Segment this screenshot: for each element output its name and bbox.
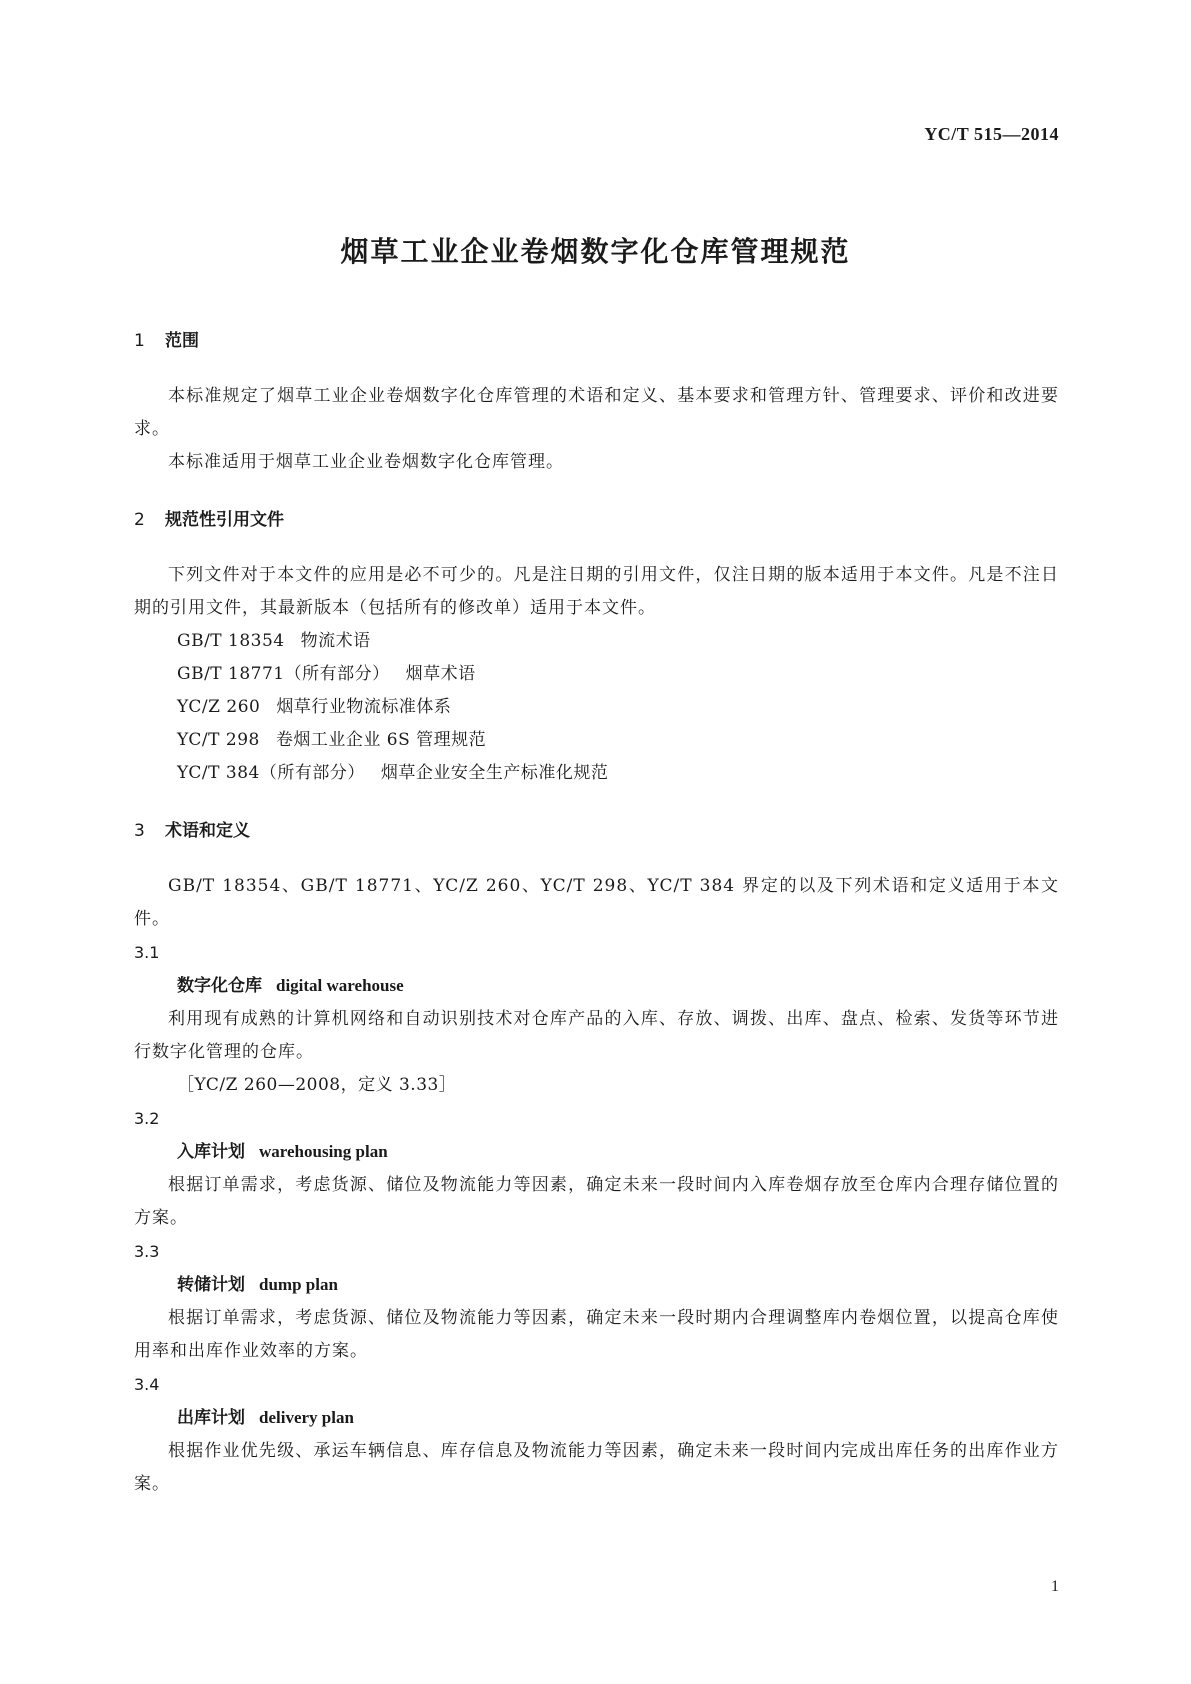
term-definition: 根据作业优先级、承运车辆信息、库存信息及物流能力等因素，确定未来一段时间内完成出库任务的出库作业方案。 xyxy=(134,1441,1059,1494)
reference-name: 卷烟工业企业 6S 管理规范 xyxy=(275,730,487,750)
scope-paragraph-1: 本标准规定了烟草工业企业卷烟数字化仓库管理的术语和定义、基本要求和管理方针、管理要求、评价和改进要求。 xyxy=(134,386,1059,439)
term-en: digital warehouse xyxy=(276,976,404,995)
reference-item xyxy=(134,724,1059,757)
reference-code: YC/Z 260 xyxy=(177,697,261,717)
term-definition: 根据订单需求，考虑货源、储位及物流能力等因素，确定未来一段时间内入库卷烟存放至仓库内合理存储位置的方案。 xyxy=(134,1175,1059,1228)
term-heading xyxy=(134,1135,1059,1169)
term-number: 3.3 xyxy=(134,1242,160,1261)
terms-intro-paragraph: GB/T 18354、GB/T 18771、YC/Z 260、YC/T 298、YC/T 384 界定的以及下列术语和定义适用于本文件。 xyxy=(134,876,1059,929)
section-1-heading xyxy=(134,325,1059,357)
section-title: 术语和定义 xyxy=(165,821,250,841)
reference-item xyxy=(134,691,1059,724)
term-number: 3.1 xyxy=(134,943,160,962)
term-number: 3.4 xyxy=(134,1375,160,1394)
term-heading xyxy=(134,969,1059,1003)
section-3-heading xyxy=(134,815,1059,847)
reference-code: GB/T 18771（所有部分） xyxy=(177,664,390,684)
term-heading xyxy=(134,1268,1059,1302)
term-number: 3.2 xyxy=(134,1109,160,1128)
reference-item xyxy=(134,625,1059,658)
page-number: 1 xyxy=(1051,1578,1059,1595)
reference-name: 物流术语 xyxy=(300,631,371,651)
section-2-heading xyxy=(134,504,1059,536)
scope-paragraph-2: 本标准适用于烟草工业企业卷烟数字化仓库管理。 xyxy=(168,452,564,472)
term-heading xyxy=(134,1401,1059,1435)
term-definition: 利用现有成熟的计算机网络和自动识别技术对仓库产品的入库、存放、调拨、出库、盘点、检索、发货等环节进行数字化管理的仓库。 xyxy=(134,1009,1059,1062)
reference-name: 烟草企业安全生产标准化规范 xyxy=(380,763,609,783)
term-en: warehousing plan xyxy=(259,1142,388,1161)
document-title: 烟草工业企业卷烟数字化仓库管理规范 xyxy=(340,235,851,268)
reference-code: YC/T 384（所有部分） xyxy=(177,763,365,783)
reference-code: YC/T 298 xyxy=(177,730,260,750)
reference-item xyxy=(134,658,1059,691)
section-number: 2 xyxy=(134,510,145,530)
reference-item xyxy=(134,757,1059,790)
reference-code: GB/T 18354 xyxy=(177,631,285,651)
term-definition: 根据订单需求，考虑货源、储位及物流能力等因素，确定未来一段时期内合理调整库内卷烟位置，以提高仓库使用率和出库作业效率的方案。 xyxy=(134,1308,1059,1361)
term-source: ［YC/Z 260—2008，定义 3.33］ xyxy=(177,1075,457,1095)
term-zh: 出库计划 xyxy=(177,1408,245,1428)
section-number: 1 xyxy=(134,331,145,351)
term-en: dump plan xyxy=(259,1275,338,1294)
term-en: delivery plan xyxy=(259,1408,354,1427)
document-body xyxy=(134,325,1059,1501)
term-zh: 转储计划 xyxy=(177,1275,245,1295)
reference-name: 烟草术语 xyxy=(405,664,476,684)
term-zh: 入库计划 xyxy=(177,1142,245,1162)
references-intro-paragraph: 下列文件对于本文件的应用是必不可少的。凡是注日期的引用文件，仅注日期的版本适用于本文件。凡是不注日期的引用文件，其最新版本（包括所有的修改单）适用于本文件。 xyxy=(134,565,1059,618)
term-zh: 数字化仓库 xyxy=(177,976,262,996)
reference-name: 烟草行业物流标准体系 xyxy=(276,697,452,717)
standard-number: YC/T 515—2014 xyxy=(924,124,1059,144)
section-title: 范围 xyxy=(165,331,199,351)
section-title: 规范性引用文件 xyxy=(165,510,284,530)
section-number: 3 xyxy=(134,821,145,841)
